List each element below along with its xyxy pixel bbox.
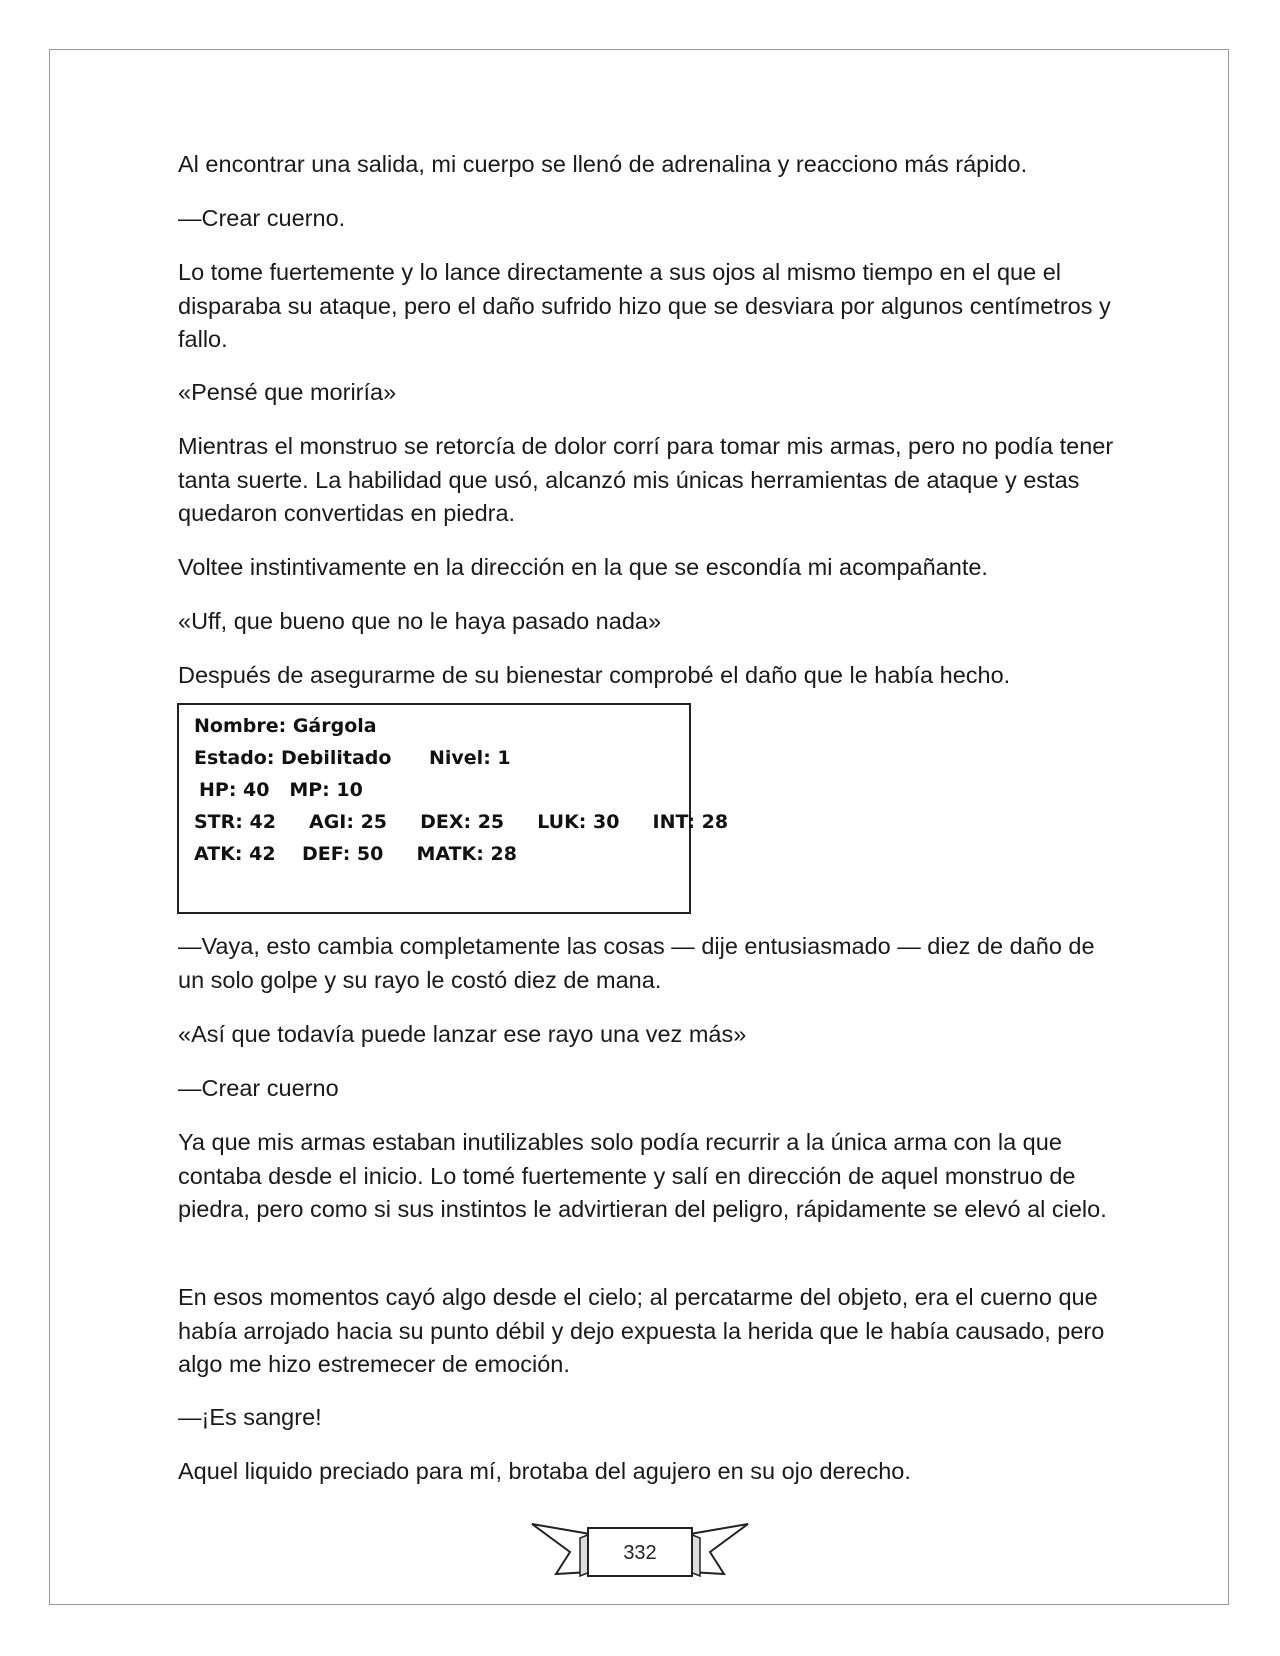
paragraph-4: «Pensé que moriría» <box>178 379 397 405</box>
stat-level: Nivel: 1 <box>429 747 511 769</box>
paragraph-11: —Crear cuerno <box>178 1075 339 1101</box>
stat-state: Estado: Debilitado <box>194 747 392 769</box>
stat-hp-mp: HP: 40 MP: 10 <box>199 779 363 801</box>
paragraph-8: Después de asegurarme de su bienestar comprobé el daño que le había hecho. <box>178 662 1011 688</box>
paragraph-5: Mientras el monstruo se retorcía de dolor corrí para tomar mis armas, pero no podía tener tanta suerte. La habilidad que usó, alcanzó mis únicas herramientas de ataque y estas quedaron convertidas en piedra. <box>178 433 1114 526</box>
paragraph-3: Lo tome fuertemente y lo lance directamente a sus ojos al mismo tiempo en el que el disparaba su ataque, pero el daño sufrido hizo que se desviara por algunos centímetros y fallo. <box>178 259 1111 352</box>
paragraph-2: —Crear cuerno. <box>178 205 346 231</box>
stat-combat: ATK: 42 DEF: 50 MATK: 28 <box>194 843 517 865</box>
paragraph-10: «Así que todavía puede lanzar ese rayo una vez más» <box>178 1021 747 1047</box>
paragraph-1: Al encontrar una salida, mi cuerpo se llenó de adrenalina y reacciono más rápido. <box>178 151 1028 177</box>
paragraph-7: «Uff, que bueno que no le haya pasado nada» <box>178 608 662 634</box>
paragraph-14: —¡Es sangre! <box>178 1404 322 1430</box>
page-number-banner <box>530 1518 750 1588</box>
paragraph-6: Voltee instintivamente en la dirección en la que se escondía mi acompañante. <box>178 554 988 580</box>
paragraph-15: Aquel liquido preciado para mí, brotaba del agujero en su ojo derecho. <box>178 1458 911 1484</box>
page-number: 332 <box>623 1542 657 1564</box>
stat-attributes: STR: 42 AGI: 25 DEX: 25 LUK: 30 INT: 28 <box>194 811 729 833</box>
paragraph-13: En esos momentos cayó algo desde el cielo; al percatarme del objeto, era el cuerno que había arrojado hacia su punto débil y dejo expuesta la herida que le había causado, pero algo me hizo estremecer de emoción. <box>178 1284 1105 1377</box>
stat-name: Nombre: Gárgola <box>194 715 377 737</box>
paragraph-12: Ya que mis armas estaban inutilizables solo podía recurrir a la única arma con la que contaba desde el inicio. Lo tomé fuertemente y salí en dirección de aquel monstruo de piedra, pero como si sus instintos le advirtieran del peligro, rápidamente se elevó al cielo. <box>178 1129 1107 1222</box>
status-window <box>177 703 729 914</box>
paragraph-9: —Vaya, esto cambia completamente las cosas — dije entusiasmado — diez de daño de un solo golpe y su rayo le costó diez de mana. <box>178 933 1095 993</box>
